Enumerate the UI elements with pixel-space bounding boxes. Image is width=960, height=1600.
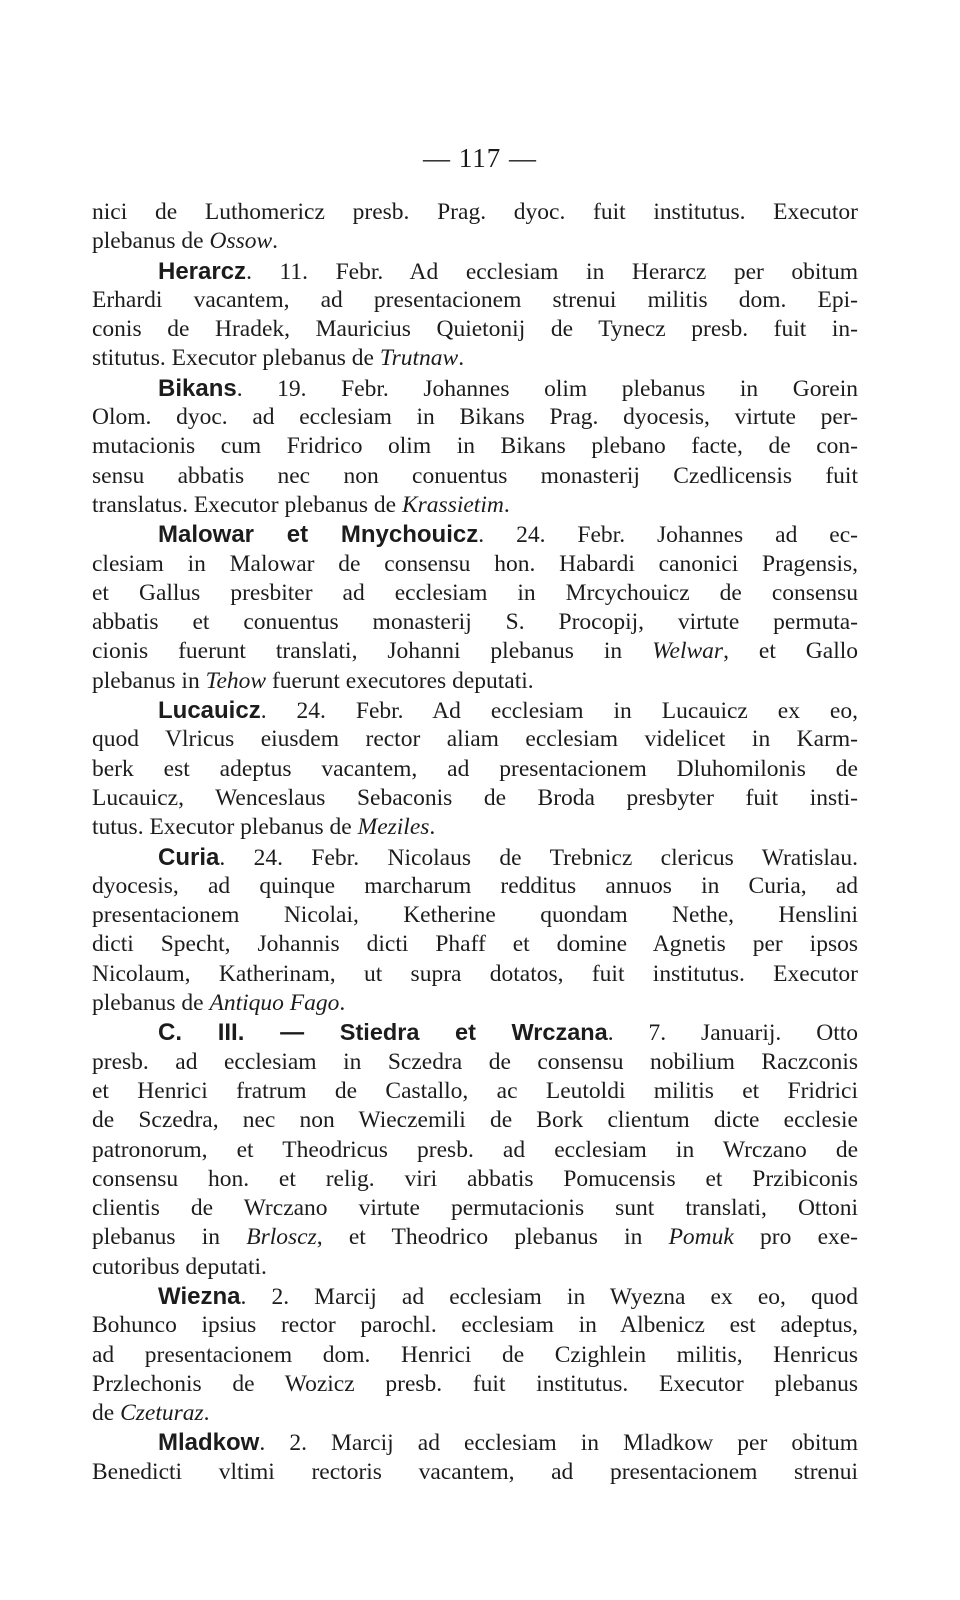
text-run: Benedicti vltimi rectoris vacantem, ad presentacionem strenui [92,1458,858,1485]
place-name-italic: Czeturaz [120,1400,204,1427]
text-run: dyocesis, ad quinque marcharum redditus annuos in Curia, ad [92,872,858,899]
text-line [92,1399,858,1428]
text-run: dicti Specht, Johannis dicti Phaff et domine Agnetis per ipsos [92,931,858,958]
text-run: ad presentacionem dom. Henrici de Czighlein militis, Henricus [92,1341,858,1368]
text-run: Erhardi vacantem, ad presentacionem strenui militis dom. Epi- [92,286,858,313]
text-run: . [458,345,465,372]
text-run: . 7. Januarij. Otto [607,1020,858,1047]
text-line [92,286,858,315]
text-line [92,374,858,403]
text-line [92,579,858,608]
text-run: quod Vlricus eiusdem rector aliam ecclesiam videlicet in Karm- [92,726,858,753]
text-run: plebanus in [92,1224,247,1251]
entry-heading: Mladkow [158,1429,260,1457]
text-run: nici de Luthomericz presb. Prag. dyoc. fuit institutus. Executor [92,199,858,225]
text-line [92,520,858,549]
text-run: . [339,990,346,1017]
text-run: consensu hon. et relig. viri abbatis Pomucensis et Przibiconis [92,1165,858,1192]
text-line [92,432,858,461]
text-run: Przlechonis de Wozicz presb. fuit institutus. Executor plebanus [92,1370,858,1397]
text-run: stitutus. Executor plebanus de [92,345,380,372]
text-run: . [429,814,436,841]
text-run: tutus. Executor plebanus de [92,814,358,841]
place-name-italic: Ossow [209,228,273,255]
page-number: — 117 — [423,143,537,173]
text-run: presb. ad ecclesiam in Sczedra de consensu nobilium Raczconis [92,1048,858,1075]
text-run: cionis fuerunt translati, Johanni plebanus in [92,638,653,665]
place-name-italic: Antiquo Fago [209,990,340,1017]
text-line [92,550,858,579]
text-line [92,989,858,1018]
place-name-italic: Pomuk [668,1224,734,1251]
text-line [92,1165,858,1194]
text-line [92,872,858,901]
text-run: Olom. dyoc. ad ecclesiam in Bikans Prag. dyocesis, virtute per- [92,404,858,431]
text-run: sensu abbatis nec non conuentus monasterij Czedlicensis fuit [92,462,858,489]
text-run: . 19. Febr. Johannes olim plebanus in Gorein [236,375,858,402]
text-line [92,1136,858,1165]
entry-heading: Malowar et Mnychouicz [158,521,479,549]
text-run: , et Gallo [723,638,858,665]
entry-heading: Herarcz [158,257,247,285]
text-line [92,755,858,784]
entry-heading: Curia [158,843,220,871]
text-line [92,667,858,696]
text-line [92,1223,858,1252]
text-run: . 2. Marcij ad ecclesiam in Mladkow per obitum [259,1430,858,1457]
text-line [92,198,858,227]
text-run: . [503,491,510,518]
text-line [92,1253,858,1282]
text-line [92,403,858,432]
text-run: fuerunt executores deputati. [266,667,534,694]
entry-heading: Lucauicz [158,697,261,725]
text-line [92,930,858,959]
text-run: plebanus de [92,990,210,1017]
text-run: cutoribus deputati. [92,1253,267,1280]
text-run: mutacionis cum Fridrico olim in Bikans plebano facte, de con- [92,433,858,460]
text-line [92,784,858,813]
text-run: pro exe- [733,1224,859,1251]
body-text [92,198,858,1487]
text-run: conis de Hradek, Mauricius Quietonij de Tynecz presb. fuit in- [92,316,858,343]
text-run: plebanus de [92,228,210,255]
place-name-italic: Brloscz [246,1224,317,1251]
entry-heading: Bikans [158,374,237,402]
entry-heading: Wiezna [158,1282,241,1310]
text-run: . 11. Febr. Ad ecclesiam in Herarcz per obitum [246,258,858,285]
text-run: et Henrici fratrum de Castallo, ac Leutoldi militis et Fridrici [92,1077,858,1104]
text-run: Nicolaum, Katherinam, ut supra dotatos, fuit institutus. Executor [92,960,858,987]
text-line [92,960,858,989]
text-line [92,725,858,754]
text-line [92,227,858,256]
text-run: abbatis et conuentus monasterij S. Procopij, virtute permuta- [92,609,858,636]
text-line [92,462,858,491]
text-line [92,1077,858,1106]
text-line [92,257,858,286]
text-line [92,1428,858,1457]
text-run: , et Theodrico plebanus in [316,1224,669,1251]
text-line [92,344,858,373]
text-line [92,1106,858,1135]
text-line [92,901,858,930]
text-line [92,696,858,725]
place-name-italic: Trutnaw [379,345,459,372]
text-line [92,1370,858,1399]
text-run: translatus. Executor plebanus de [92,491,402,518]
text-line [92,1048,858,1077]
entry-heading: C. III. — [158,1019,340,1047]
text-run: . 24. Febr. Ad ecclesiam in Lucauicz ex eo, [260,698,858,725]
text-run: Bohunco ipsius rector parochl. ecclesiam in Albenicz est adeptus, [92,1312,858,1339]
text-run: . [272,228,279,255]
text-run: clientis de Wrczano virtute permutacionis sunt translati, Ottoni [92,1195,858,1222]
text-line [92,1311,858,1340]
text-line [92,813,858,842]
text-line [92,1282,858,1311]
text-line [92,1458,858,1487]
text-line [92,1194,858,1223]
text-run: presentacionem Nicolai, Ketherine quondam Nethe, Henslini [92,902,858,929]
text-run: patronorum, et Theodricus presb. ad ecclesiam in Wrczano de [92,1136,858,1163]
text-run: et Gallus presbiter ad ecclesiam in Mrcychouicz de consensu [92,579,858,606]
text-line [92,1341,858,1370]
text-run: de Sczedra, nec non Wieczemili de Bork clientum dicte ecclesie [92,1107,858,1134]
place-name-italic: Meziles [357,814,430,841]
text-run: clesiam in Malowar de consensu hon. Habardi canonici Pragensis, [92,550,858,577]
entry-heading: Stiedra et Wrczana [339,1019,608,1046]
place-name-italic: Welwar [652,638,724,665]
text-run: plebanus in [92,667,206,694]
text-run: . 2. Marcij ad ecclesiam in Wyezna ex eo, quod [240,1283,858,1310]
place-name-italic: Tehow [205,667,267,694]
text-run: . 24. Febr. Johannes ad ec- [478,522,858,549]
text-run: de [92,1400,121,1427]
text-line [92,608,858,637]
text-run: . 24. Febr. Nicolaus de Trebnicz clericus Wratislau. [219,844,858,871]
text-line [92,1018,858,1047]
text-line [92,315,858,344]
place-name-italic: Krassietim [401,491,504,518]
text-run: berk est adeptus vacantem, ad presentacionem Dluhomilonis de [92,755,858,782]
text-run: Lucauicz, Wenceslaus Sebaconis de Broda presbyter fuit insti- [92,784,858,811]
text-line [92,843,858,872]
text-line [92,491,858,520]
text-line [92,637,858,666]
text-run: . [203,1400,210,1427]
